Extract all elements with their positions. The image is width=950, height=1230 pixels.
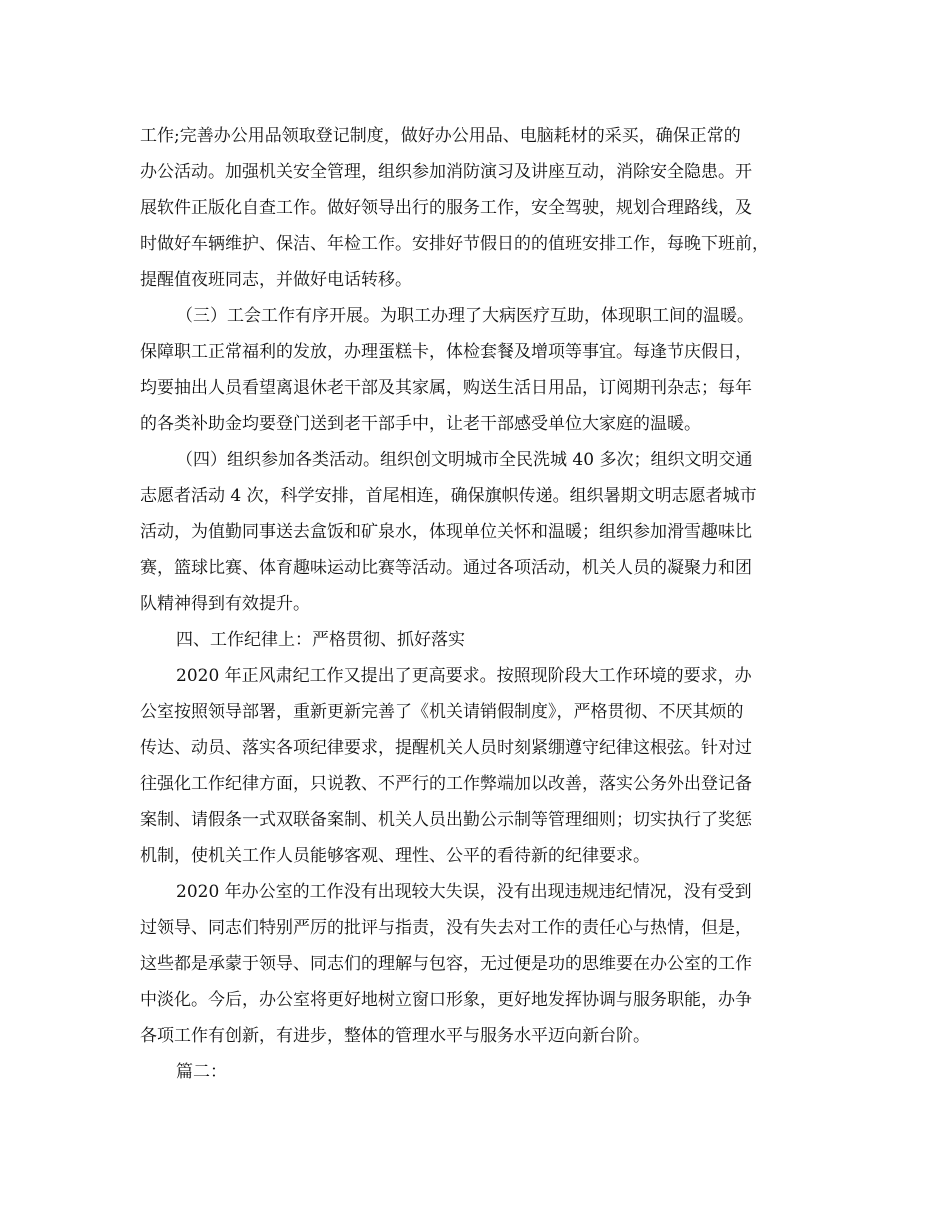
text-line: 机制，使机关工作人员能够客观、理性、公平的看待新的纪律要求。 [140,846,650,866]
text-line: （四）组织参加各类活动。组织创文明城市全民洗城 40 多次；组织文明交通 [176,450,753,470]
paragraph-6-summary [140,874,810,1054]
text-line: 展软件正版化自查工作。做好领导出行的服务工作，安全驾驶，规划合理路线，及 [140,198,752,218]
text-line: 往强化工作纪律方面，只说教、不严行的工作弊端加以改善，落实公务外出登记备 [140,774,752,794]
text-line: 志愿者活动 4 次，科学安排，首尾相连，确保旗帜传递。组织暑期文明志愿者城市 [140,486,757,506]
text-line: 的各类补助金均要登门送到老干部手中，让老干部感受单位大家庭的温暖。 [140,414,701,434]
paragraph-3-activities [140,442,810,622]
text-line: 过领导、同志们特别严厉的批评与指责，没有失去对工作的责任心与热情，但是， [140,918,752,938]
text-line: 均要抽出人员看望离退休老干部及其家属，购送生活日用品，订阅期刊杂志；每年 [140,378,752,398]
text-line: 活动，为值勤同事送去盒饭和矿泉水，体现单位关怀和温暖；组织参加滑雪趣味比 [140,522,752,542]
text-line: 时做好车辆维护、保洁、年检工作。安排好节假日的的值班安排工作，每晚下班前， [140,234,769,254]
text-line: 案制、请假条一式双联备案制、机关人员出勤公示制等管理细则；切实执行了奖惩 [140,810,752,830]
text-line: 篇二： [176,1062,227,1082]
paragraph-5-discipline [140,658,810,874]
document-body [140,118,810,1090]
text-line: 各项工作有创新，有进步，整体的管理水平与服务水平迈向新台阶。 [140,1026,650,1046]
paragraph-1 [140,118,810,298]
section-heading-discipline [140,622,810,658]
text-line: 2020 年办公室的工作没有出现较大失误，没有出现违规违纪情况，没有受到 [176,882,752,902]
text-line: 提醒值夜班同志，并做好电话转移。 [140,270,412,290]
text-line: 工作;完善办公用品领取登记制度，做好办公用品、电脑耗材的采买，确保正常的 [140,126,741,146]
text-line: 公室按照领导部署，重新更新完善了《机关请销假制度》，严格贯彻、不厌其烦的 [140,702,744,722]
text-line: （三）工会工作有序开展。为职工办理了大病医疗互助，体现职工间的温暖。 [176,306,754,326]
text-line: 中淡化。今后，办公室将更好地树立窗口形象，更好地发挥协调与服务职能，办争 [140,990,752,1010]
text-line: 这些都是承蒙于领导、同志们的理解与包容，无过便是功的思维要在办公室的工作 [140,954,752,974]
text-line: 办公活动。加强机关安全管理，组织参加消防演习及讲座互动，消除安全隐患。开 [140,162,752,182]
text-line: 传达、动员、落实各项纪律要求，提醒机关人员时刻紧绷遵守纪律这根弦。针对过 [140,738,752,758]
text-line: 保障职工正常福利的发放，办理蛋糕卡，体检套餐及增项等事宜。每逢节庆假日， [140,342,752,362]
text-line: 2020 年正风肃纪工作又提出了更高要求。按照现阶段大工作环境的要求，办 [176,666,752,686]
text-line: 四、工作纪律上：严格贯彻、抓好落实 [176,630,465,650]
section-heading-part-two [140,1054,810,1090]
text-line: 队精神得到有效提升。 [140,594,310,614]
paragraph-2-union-work [140,298,810,442]
text-line: 赛，篮球比赛、体育趣味运动比赛等活动。通过各项活动，机关人员的凝聚力和团 [140,558,752,578]
